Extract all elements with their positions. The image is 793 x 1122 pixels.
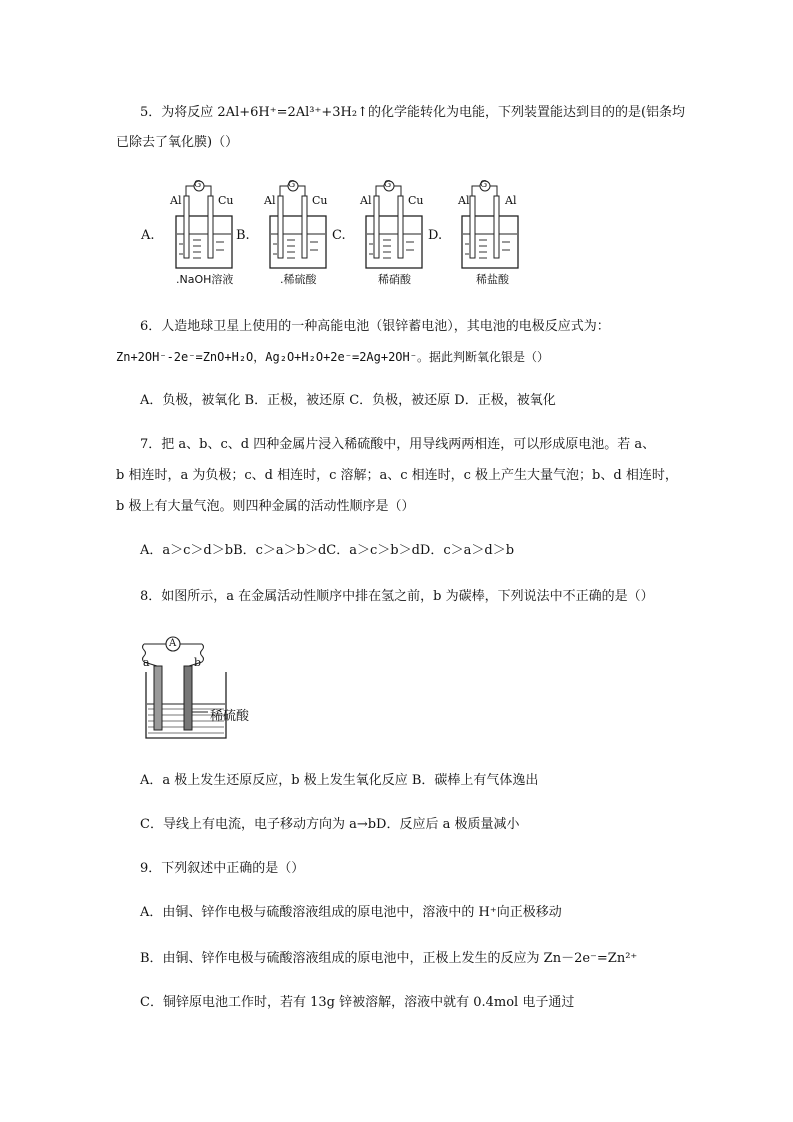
q5-option-b-letter: B. [236, 228, 250, 243]
q8-options-cd: C．导线上有电流，电子移动方向为 a→bD．反应后 a 极质量减小 [140, 817, 520, 832]
q8-cell-diagram [140, 632, 240, 742]
q5-cell-a-left-label: Al [170, 194, 182, 207]
q6-stem-line2: Zn+2OH⁻-2e⁻=ZnO+H₂O，Ag₂O+H₂O+2e⁻=2Ag+2OH⁻。据此判断氧化银是（） [116, 350, 549, 364]
q9-stem-line1: 9．下列叙述中正确的是（） [140, 861, 305, 876]
q8-options-ab: A．a 极上发生还原反应，b 极上发生氧化反应 B．碳棒上有气体逸出 [140, 773, 539, 788]
q5-cell-a-solution: .NaOH溶液 [176, 273, 234, 286]
q8-electrode-a-label: a [143, 656, 150, 669]
q5-cell-b-meter-label: G [288, 180, 296, 190]
q8-ammeter-label: A [169, 638, 177, 649]
q9-option-b: B．由铜、锌作电极与硫酸溶液组成的原电池中，正极上发生的反应为 Zn－2e⁻=Zn²⁺ [140, 951, 638, 966]
q5-cell-a-right-label: Cu [218, 194, 234, 207]
q8-solution-label: 稀硫酸 [210, 709, 250, 724]
q7-stem-line2: b 相连时，a 为负极；c、d 相连时，c 溶解；a、c 相连时，c 极上产生大量气泡；b、d 相连时， [116, 468, 678, 483]
q9-option-c: C．铜锌原电池工作时，若有 13g 锌被溶解，溶液中就有 0.4mol 电子通过 [140, 995, 575, 1010]
q5-option-a-letter: A. [141, 228, 155, 243]
q5-cell-c-right-label: Cu [408, 194, 424, 207]
q5-cell-c-diagram [358, 176, 428, 276]
q5-option-d-letter: D. [428, 228, 443, 243]
q7-stem-line1: 7．把 a、b、c、d 四种金属片浸入稀硫酸中，用导线两两相连，可以形成原电池。若 a、 [140, 437, 656, 452]
q5-stem-line2: 已除去了氧化膜)（） [116, 135, 239, 150]
q7-stem-line3: b 极上有大量气泡。则四种金属的活动性顺序是（） [116, 499, 415, 514]
q5-option-c-letter: C. [332, 228, 346, 243]
q5-cell-b-left-label: Al [264, 194, 276, 207]
q5-cell-b-diagram [262, 176, 332, 276]
q9-option-a: A．由铜、锌作电极与硫酸溶液组成的原电池中，溶液中的 H⁺向正极移动 [140, 905, 562, 920]
q5-cell-b-solution: .稀硫酸 [280, 273, 317, 286]
q5-cell-d-left-label: Al [458, 194, 470, 207]
q5-cell-b-right-label: Cu [312, 194, 328, 207]
q5-cell-a-diagram [166, 176, 236, 276]
q5-cell-c-left-label: Al [360, 194, 372, 207]
q5-cell-c-meter-label: G [384, 180, 392, 190]
q7-answer-options: A．a＞c＞d＞bB．c＞a＞b＞dC．a＞c＞b＞dD．c＞a＞d＞b [140, 543, 515, 558]
q8-electrode-b-label: b [194, 656, 202, 669]
q6-stem-line1: 6．人造地球卫星上使用的一种高能电池（银锌蓄电池），其电池的电极反应式为： [140, 319, 610, 334]
q5-cell-c-solution: 稀硝酸 [378, 273, 411, 286]
q5-stem-line1: 5．为将反应 2Al+6H⁺=2Al³⁺+3H₂↑的化学能转化为电能，下列装置能达到目的的是(铝条均 [140, 105, 686, 120]
q5-cell-d-diagram [454, 176, 524, 276]
q5-cell-d-right-label: Al [505, 194, 517, 207]
q5-cell-d-solution: 稀盐酸 [476, 273, 509, 286]
q8-stem-line1: 8．如图所示，a 在金属活动性顺序中排在氢之前，b 为碳棒，下列说法中不正确的是（） [140, 589, 654, 604]
q6-answer-options: A．负极，被氧化 B．正极，被还原 C．负极，被还原 D．正极，被氧化 [140, 393, 556, 408]
q5-cell-d-meter-label: G [480, 180, 488, 190]
q5-cell-a-meter-label: G [194, 180, 202, 190]
